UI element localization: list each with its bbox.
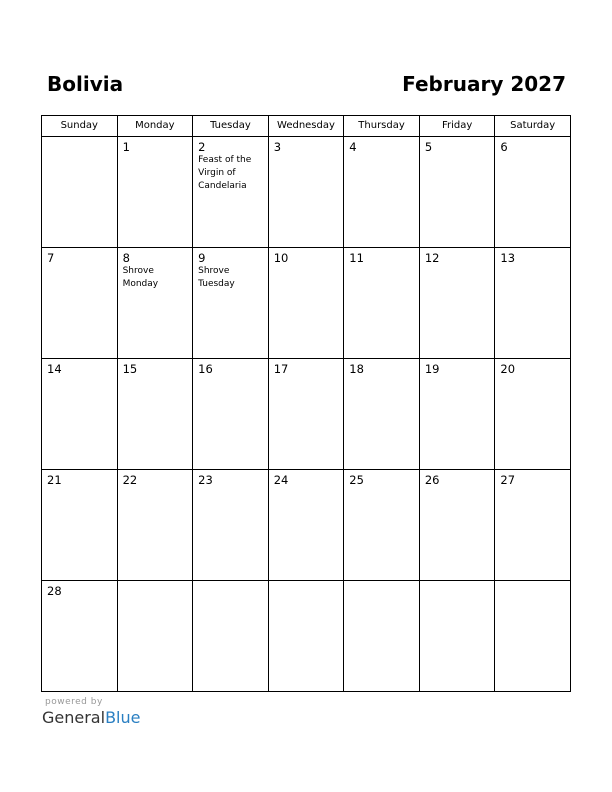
calendar-week-row bbox=[42, 359, 571, 470]
weekday-header-thursday: Thursday bbox=[344, 116, 420, 137]
calendar-day-cell bbox=[193, 470, 269, 581]
powered-by-label: powered by bbox=[45, 697, 103, 707]
calendar-day-cell bbox=[419, 248, 495, 359]
calendar-day-cell bbox=[344, 359, 420, 470]
weekday-header-saturday: Saturday bbox=[495, 116, 571, 137]
day-number: 26 bbox=[424, 473, 440, 487]
weekday-header-wednesday: Wednesday bbox=[268, 116, 344, 137]
calendar-day-cell bbox=[419, 359, 495, 470]
day-number: 7 bbox=[47, 251, 55, 265]
calendar-day-cell bbox=[42, 248, 118, 359]
day-number: 23 bbox=[198, 473, 213, 487]
day-number: 3 bbox=[273, 140, 282, 154]
calendar-day-cell bbox=[344, 248, 420, 359]
brand-name-blue: Blue bbox=[105, 708, 141, 727]
weekday-header-row bbox=[42, 116, 571, 137]
calendar-day-cell bbox=[42, 470, 118, 581]
calendar-week-row bbox=[42, 470, 571, 581]
calendar-day-cell bbox=[419, 470, 495, 581]
calendar-day-cell bbox=[344, 581, 420, 692]
day-number: 2 bbox=[198, 140, 206, 154]
calendar-day-cell bbox=[495, 470, 571, 581]
calendar-day-cell bbox=[117, 359, 193, 470]
brand-name-general: General bbox=[42, 708, 106, 727]
calendar-day-cell bbox=[419, 137, 495, 248]
day-number: 10 bbox=[273, 251, 289, 265]
day-number: 8 bbox=[122, 251, 130, 265]
weekday-header-sunday: Sunday bbox=[42, 116, 118, 137]
day-number: 22 bbox=[122, 473, 138, 487]
weekday-header-monday: Monday bbox=[117, 116, 193, 137]
calendar-grid bbox=[41, 115, 571, 692]
day-number: 11 bbox=[349, 251, 364, 265]
calendar-day-cell bbox=[117, 470, 193, 581]
day-number: 17 bbox=[273, 362, 289, 376]
calendar-day-cell bbox=[268, 137, 344, 248]
calendar-day-cell bbox=[344, 470, 420, 581]
calendar-day-cell bbox=[42, 359, 118, 470]
day-number: 15 bbox=[122, 362, 138, 376]
calendar-day-cell bbox=[495, 581, 571, 692]
day-number: 20 bbox=[500, 362, 516, 376]
day-number: 25 bbox=[349, 473, 364, 487]
calendar-day-cell bbox=[495, 137, 571, 248]
day-number: 5 bbox=[424, 140, 433, 154]
calendar-day-cell bbox=[42, 581, 118, 692]
month-year-title: February 2027 bbox=[402, 72, 566, 96]
calendar-day-cell bbox=[42, 137, 118, 248]
calendar-day-cell bbox=[419, 581, 495, 692]
calendar-day-cell bbox=[495, 359, 571, 470]
day-number: 12 bbox=[424, 251, 440, 265]
calendar-day-cell bbox=[268, 359, 344, 470]
country-title: Bolivia bbox=[47, 72, 124, 96]
day-number: 6 bbox=[500, 140, 508, 154]
holiday-label: Shrove Tuesday bbox=[198, 266, 235, 289]
holiday-label: Shrove Monday bbox=[122, 266, 159, 289]
calendar-day-cell bbox=[117, 248, 193, 359]
day-number: 1 bbox=[122, 140, 130, 154]
calendar-day-cell bbox=[268, 470, 344, 581]
calendar-day-cell bbox=[268, 581, 344, 692]
calendar-week-row bbox=[42, 248, 571, 359]
calendar-day-cell bbox=[495, 248, 571, 359]
calendar-day-cell bbox=[117, 581, 193, 692]
calendar-day-cell bbox=[193, 137, 269, 248]
calendar-week-row bbox=[42, 581, 571, 692]
day-number: 16 bbox=[198, 362, 213, 376]
calendar-day-cell bbox=[193, 248, 269, 359]
day-number: 18 bbox=[349, 362, 364, 376]
calendar-day-cell bbox=[193, 581, 269, 692]
day-number: 19 bbox=[424, 362, 440, 376]
calendar-day-cell bbox=[193, 359, 269, 470]
calendar-day-cell bbox=[268, 248, 344, 359]
day-number: 28 bbox=[47, 584, 62, 598]
day-number: 13 bbox=[500, 251, 516, 265]
generalblue-logo[interactable] bbox=[42, 708, 140, 728]
weekday-header-tuesday: Tuesday bbox=[193, 116, 269, 137]
calendar-day-cell bbox=[344, 137, 420, 248]
day-number: 14 bbox=[47, 362, 62, 376]
calendar-day-cell bbox=[117, 137, 193, 248]
calendar-week-row bbox=[42, 137, 571, 248]
weekday-header-friday: Friday bbox=[419, 116, 495, 137]
day-number: 27 bbox=[500, 473, 516, 487]
day-number: 9 bbox=[198, 251, 206, 265]
holiday-label: Feast of the Virgin of Candelaria bbox=[198, 155, 252, 191]
day-number: 4 bbox=[349, 140, 357, 154]
day-number: 21 bbox=[47, 473, 62, 487]
day-number: 24 bbox=[273, 473, 289, 487]
